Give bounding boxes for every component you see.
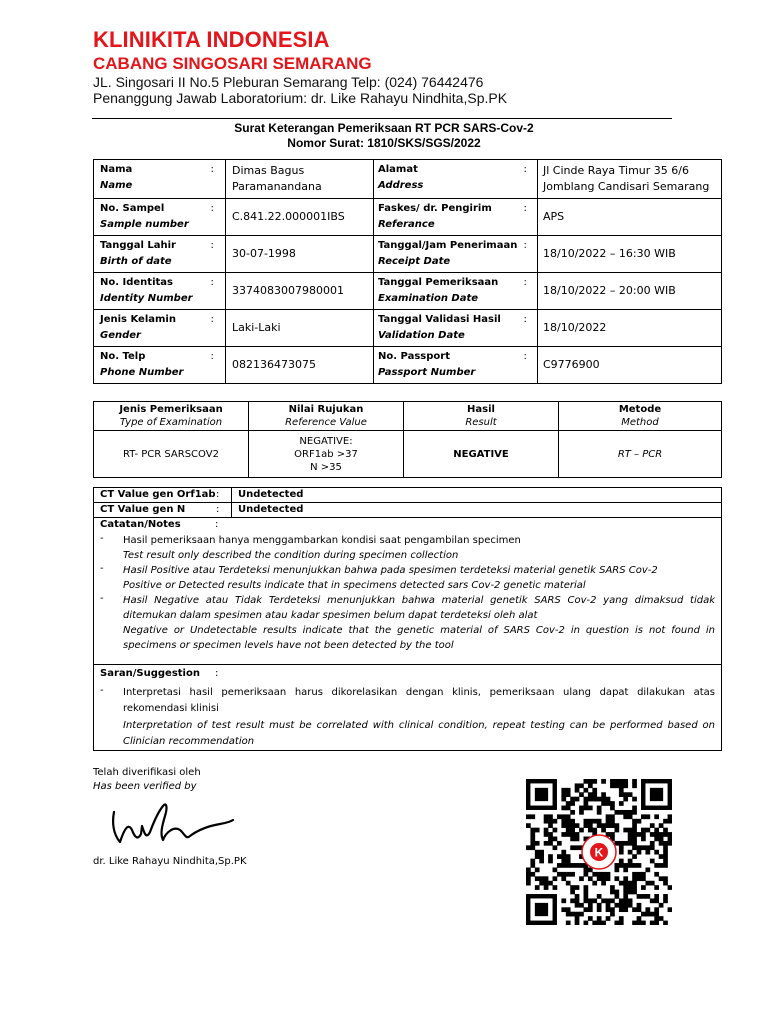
field-label: Tanggal Lahir Birth of date [94, 236, 211, 273]
patient-info-table [93, 159, 722, 384]
note-en: Test result only described the condition during specimen collection [123, 550, 459, 561]
field-value: APS [538, 199, 722, 236]
patient-info-row: Jenis Kelamin Gender : Laki-Laki Tanggal Validasi Hasil Validation Date : 18/10/2022 [94, 310, 722, 347]
exam-header-cell: Nilai Rujukan Reference Value [249, 402, 404, 431]
exam-result-row [94, 431, 722, 478]
patient-info-row: No. Identitas Identity Number : 3374083007980001 Tanggal Pemeriksaan Examination Date : 18/10/2022 – 20:00 WIB [94, 273, 722, 310]
suggestion-id: Interpretasi hasil pemeriksaan harus dikorelasikan dengan klinis, pemeriksaan ulang dapat dilakukan atas rekomendasi klinisi [123, 687, 715, 714]
header-divider [92, 118, 672, 119]
field-label: No. Identitas Identity Number [94, 273, 211, 310]
note-en: Positive or Detected results indicate that in specimens detected sars Cov-2 genetic material [123, 580, 586, 591]
field-value: 082136473075 [226, 347, 374, 384]
signer-name: dr. Like Rahayu Nindhita,Sp.PK [93, 856, 247, 867]
exam-method: RT – PCR [559, 431, 722, 478]
document-number: Nomor Surat: 1810/SKS/SGS/2022 [287, 136, 481, 150]
ct-value-row: CT Value gen N : Undetected [94, 503, 721, 518]
exam-reference: NEGATIVE: ORF1ab >37 N >35 [249, 431, 404, 478]
field-value: 18/10/2022 – 16:30 WIB [538, 236, 722, 273]
lab-head: Penanggung Jawab Laboratorium: dr. Like Rahayu Nindhita,Sp.PK [93, 90, 508, 106]
field-label: Faskes/ dr. Pengirim Referance [374, 199, 524, 236]
patient-info-row: No. Telp Phone Number : 082136473075 No. Passport Passport Number : C9776900 [94, 347, 722, 384]
field-label: Tanggal Validasi Hasil Validation Date [374, 310, 524, 347]
clinic-name: KLINIKITA INDONESIA [93, 27, 330, 52]
exam-table [93, 401, 722, 478]
field-value: Laki-Laki [226, 310, 374, 347]
exam-header-cell: Metode Method [559, 402, 722, 431]
signature-image [108, 800, 238, 850]
field-label: No. Telp Phone Number [94, 347, 211, 384]
field-value: Jl Cinde Raya Timur 35 6/6 Jomblang Candisari Semarang [538, 160, 722, 199]
field-label: No. Passport Passport Number [374, 347, 524, 384]
notes-block: CT Value gen Orf1ab : Undetected CT Value gen N : Undetected Catatan/Notes : - Hasil pemeriksaan hanya menggambarkan kondisi saat pengambilan specimen Test result only described the condition during specimen collection - Hasil Positive atau Terdeteksi menunjukkan bahwa pada spesimen terdeteksi material genetik SARS Cov-2 Positive or Detected results indicate that in specimens detected sars Cov-2 genetic material - Hasil Negative atau Tidak Terdeteksi menunjukkan bahwa material genetik SARS Cov-2 yang dimaksud tidak ditemukan dalam spesimen atau kadar spesimen belum dapat terdeteksi oleh alat Negative or Undetectable results indicate that the genetic material of SARS Cov-2 in question is not found in specimens or specimen levels have not been detected by the tool Saran/Suggestion : - Interpretasi hasil pemeriksaan harus dikorelasikan dengan klinis, pemeriksaan ulang dapat dilakukan atas rekomendasi klinisi Interpretation of test result must be correlated with clinical condition, repeat testing can be performed based on Clinician recommendation [93, 487, 722, 751]
field-value: Dimas Bagus Paramanandana [226, 160, 374, 199]
exam-header-cell: Hasil Result [404, 402, 559, 431]
field-value: 3374083007980001 [226, 273, 374, 310]
suggestion-en: Interpretation of test result must be correlated with clinical condition, repeat testing can be performed based on Clinician recommendation [123, 720, 715, 747]
document-title: Surat Keterangan Pemeriksaan RT PCR SARS-Cov-2 [234, 121, 534, 135]
field-value: C9776900 [538, 347, 722, 384]
exam-header-cell: Jenis Pemeriksaan Type of Examination [94, 402, 249, 431]
field-label: Jenis Kelamin Gender [94, 310, 211, 347]
note-id: Hasil pemeriksaan hanya menggambarkan kondisi saat pengambilan specimen [123, 535, 521, 546]
field-label: Tanggal Pemeriksaan Examination Date [374, 273, 524, 310]
qr-code [526, 779, 672, 925]
field-label: Alamat Address [374, 160, 524, 199]
notes-label: Catatan/Notes [100, 519, 181, 530]
patient-info-row: No. Sampel Sample number : C.841.22.000001IBS Faskes/ dr. Pengirim Referance : APS [94, 199, 722, 236]
field-value: 30-07-1998 [226, 236, 374, 273]
patient-info-row: Nama Name : Dimas Bagus Paramanandana Alamat Address : Jl Cinde Raya Timur 35 6/6 Jomblang Candisari Semarang [94, 160, 722, 199]
field-value: C.841.22.000001IBS [226, 199, 374, 236]
field-label: No. Sampel Sample number [94, 199, 211, 236]
suggestion-label: Saran/Suggestion [100, 668, 200, 679]
ct-value-row: CT Value gen Orf1ab : Undetected [94, 488, 721, 503]
field-label: Nama Name [94, 160, 211, 199]
note-en: Negative or Undetectable results indicate that the genetic material of SARS Cov-2 in question is not found in specimens or specimen levels have not been detected by the tool [123, 625, 715, 651]
patient-info-row: Tanggal Lahir Birth of date : 30-07-1998 Tanggal/Jam Penerimaan Receipt Date : 18/10/2022 – 16:30 WIB [94, 236, 722, 273]
field-label: Tanggal/Jam Penerimaan Receipt Date [374, 236, 524, 273]
note-id: Hasil Negative atau Tidak Terdeteksi menunjukkan bahwa material genetik SARS Cov-2 yang dimaksud tidak ditemukan dalam spesimen atau kadar spesimen belum dapat terdeteksi oleh alat [123, 595, 715, 621]
clinic-address: JL. Singosari II No.5 Pleburan Semarang Telp: (024) 76442476 [93, 74, 484, 90]
exam-header-row [94, 402, 722, 431]
verified-label-en: Has been verified by [93, 781, 197, 792]
field-value: 18/10/2022 [538, 310, 722, 347]
exam-type: RT- PCR SARSCOV2 [94, 431, 249, 478]
verified-label: Telah diverifikasi oleh [93, 767, 201, 778]
qr-logo-letter: K [594, 845, 604, 860]
note-id: Hasil Positive atau Terdeteksi menunjukkan bahwa pada spesimen terdeteksi material genetik SARS Cov-2 [123, 565, 658, 576]
field-value: 18/10/2022 – 20:00 WIB [538, 273, 722, 310]
clinic-branch: CABANG SINGOSARI SEMARANG [93, 54, 372, 73]
exam-result: NEGATIVE [404, 431, 559, 478]
